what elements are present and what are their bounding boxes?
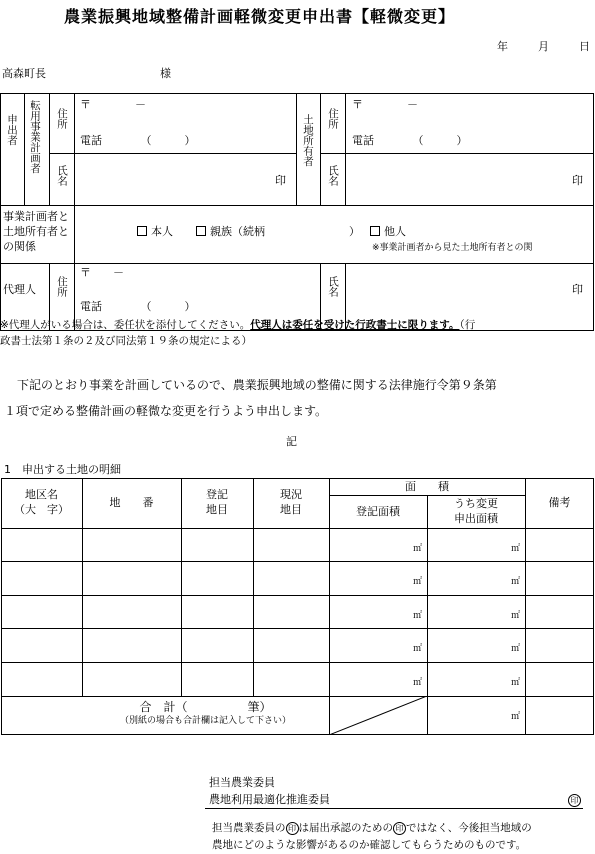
- header-change-area-2: 申出面積: [454, 512, 498, 525]
- landowner-address-label: 住所: [327, 108, 340, 129]
- header-remarks: 備考: [548, 496, 571, 509]
- page-title: 農業振興地域整備計画軽微変更申出書【軽微変更】: [64, 7, 456, 26]
- header-change-area: うち変更: [454, 497, 498, 510]
- agent-name-label: 氏名: [327, 276, 340, 297]
- header-district: 地区名: [25, 488, 58, 501]
- agent-postal: 〒 －: [80, 266, 124, 279]
- agent-label: 代理人: [3, 283, 36, 296]
- unit-change-row-4: ㎡: [511, 644, 521, 654]
- checkbox-self[interactable]: [137, 226, 147, 236]
- landowner-seal: 印: [572, 174, 583, 187]
- body-line-1: 下記のとおり事業を計画しているので、農業振興地域の整備に関する法律施行令第９条第: [17, 378, 497, 392]
- unit-change-row-1: ㎡: [511, 544, 521, 554]
- date-year: 年: [497, 40, 508, 53]
- header-current-category: 現況: [280, 488, 302, 501]
- unit-registered-row-2: ㎡: [413, 577, 423, 587]
- applicant-phone: 電話 （ ）: [80, 134, 196, 147]
- unit-registered-row-1: ㎡: [413, 544, 423, 554]
- agent-phone: 電話 （ ）: [80, 300, 196, 313]
- unit-change-total: ㎡: [511, 712, 521, 722]
- header-district-sub: （大 字）: [14, 503, 69, 516]
- header-registered-category: 登記: [206, 488, 228, 501]
- agent-seal: 印: [572, 283, 583, 296]
- seal-mark-icon: 印: [286, 822, 299, 835]
- header-current-category-2: 地目: [280, 503, 302, 516]
- applicant-postal: 〒 －: [80, 98, 146, 111]
- unit-registered-row-4: ㎡: [413, 644, 423, 654]
- date-day: 日: [579, 40, 590, 53]
- applicant-sub-label: 転用事業計画者: [29, 100, 42, 174]
- checkbox-relative[interactable]: [196, 226, 206, 236]
- committee-label-1: 担当農業委員: [209, 776, 275, 789]
- relationship-option-self[interactable]: 本人: [137, 225, 173, 238]
- relationship-label: 事業計画者と土地所有者との関係: [3, 210, 69, 253]
- applicant-form: [0, 93, 594, 331]
- landowner-name-label: 氏名: [327, 165, 340, 186]
- committee-label-2: 農地利用最適化推進委員: [209, 793, 330, 806]
- unit-change-row-3: ㎡: [511, 611, 521, 621]
- ki-label: 記: [286, 435, 297, 448]
- addressee-honorific: 様: [160, 67, 171, 80]
- unit-change-row-2: ㎡: [511, 577, 521, 587]
- relationship-option-other[interactable]: 他人: [370, 225, 406, 238]
- unit-registered-row-3: ㎡: [413, 611, 423, 621]
- body-line-2: １項で定める整備計画の軽微な変更を行うよう申出します。: [4, 404, 328, 418]
- agent-note: ※代理人がいる場合は、委任状を添付してください。代理人は委任を受けた行政書士に限ります。（行 政書士法第１条の２及び同法第１９条の規定による）: [0, 319, 476, 347]
- date-month: 月: [538, 40, 549, 53]
- relationship-option-relative[interactable]: 親族（続柄: [196, 225, 265, 238]
- header-registered-area: 登記面積: [356, 505, 400, 518]
- applicant-name-label: 氏名: [56, 165, 69, 186]
- agent-address-label: 住所: [56, 276, 69, 297]
- landowner-label: 土地所有者: [302, 114, 315, 167]
- seal-mark-icon-2: 印: [393, 822, 406, 835]
- unit-registered-row-5: ㎡: [413, 678, 423, 688]
- total-note: （別紙の場合も合計欄は記入して下さい）: [119, 716, 291, 726]
- header-registered-category-2: 地目: [206, 503, 228, 516]
- total-diagonal: [329, 696, 427, 735]
- applicant-address-label: 住所: [56, 108, 69, 129]
- relationship-note: ※事業計画者から見た土地所有者との関: [372, 243, 533, 253]
- total-label: 合 計（ 筆）: [139, 700, 272, 714]
- committee-seal-icon: 印: [568, 794, 581, 807]
- unit-change-row-5: ㎡: [511, 678, 521, 688]
- section-1-heading: 1 申出する土地の明細: [4, 463, 121, 476]
- landowner-phone: 電話 （ ）: [352, 134, 468, 147]
- checkbox-other[interactable]: [370, 226, 380, 236]
- landowner-postal: 〒 －: [352, 98, 418, 111]
- applicant-label: 申出者: [6, 114, 19, 146]
- committee-note: 担当農業委員の 印 は届出承認のための 印 ではなく、今後担当地域の 農地にどのような影響があるのか確認してもらうためのものです。: [212, 822, 532, 851]
- header-area: 面 積: [405, 480, 449, 493]
- relationship-relative-close: ）: [349, 225, 360, 238]
- header-lot: 地 番: [109, 496, 154, 509]
- addressee-name: 高森町長: [2, 67, 46, 80]
- applicant-seal: 印: [275, 174, 286, 187]
